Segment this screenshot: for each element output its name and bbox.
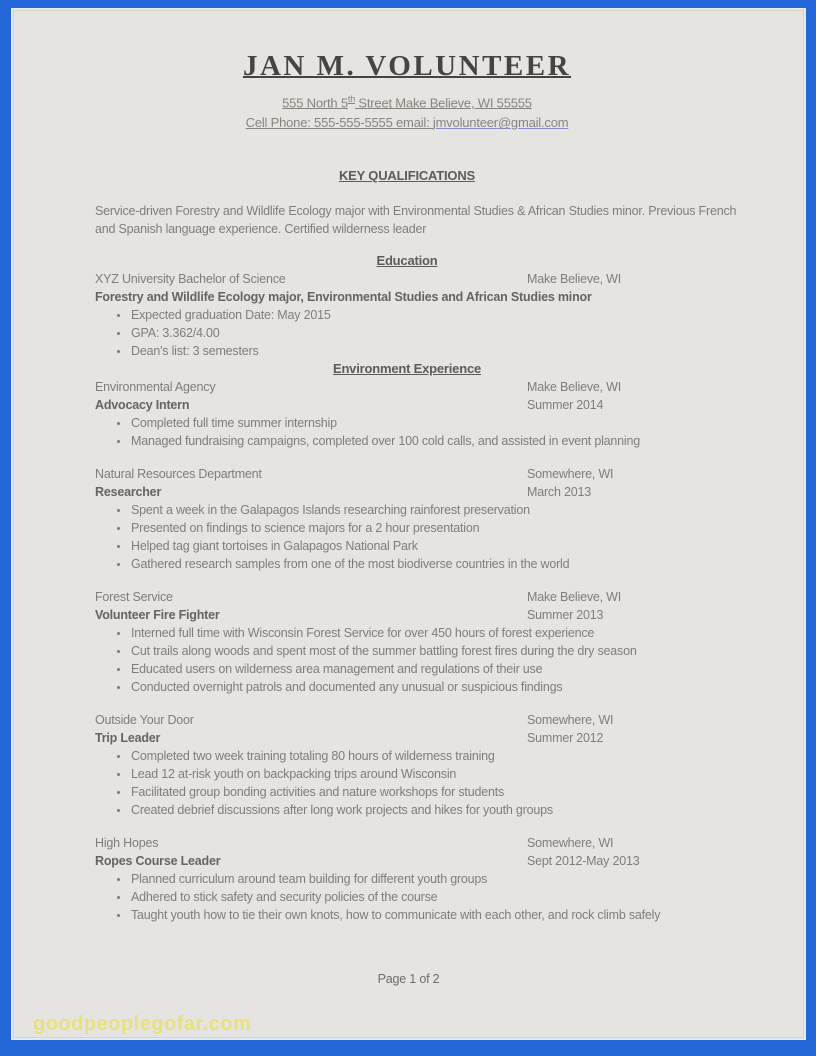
experience-entry: [95, 834, 719, 924]
entry-title-row: [95, 483, 719, 501]
entry-bullets: [95, 414, 719, 450]
entry-date: Sept 2012-May 2013: [527, 854, 640, 869]
bullet-item: • Conducted overnight patrols and documented any unusual or suspicious findings: [130, 678, 719, 696]
entry-location: Make Believe, WI: [527, 590, 622, 605]
bullet-item: • Spent a week in the Galapagos Islands researching rainforest preservation: [130, 501, 719, 519]
bullet-item: • Lead 12 at-risk youth on backpacking trips around Wisconsin: [130, 765, 719, 783]
bullet-item: • Gathered research samples from one of the most biodiverse countries in the world: [130, 555, 719, 573]
watermark: goodpeoplegofar.com: [33, 1013, 252, 1035]
entry-org-row: [95, 465, 719, 483]
key-qualifications-heading: KEY QUALIFICATIONS: [338, 168, 476, 184]
organization-name: High Hopes: [95, 836, 159, 851]
education-bullets: [95, 306, 719, 360]
page-number: Page 1 of 2: [377, 972, 440, 986]
bullet-item: • Taught youth how to tie their own knots, how to communicate with each other, and rock climb safely: [130, 906, 719, 924]
entry-date: Summer 2012: [527, 731, 604, 746]
qualifications-summary: Service-driven Forestry and Wildlife Ecology major with Environmental Studies & African Studies minor. Previous French and Spanish language experience. Certified wilderness leader: [95, 204, 737, 237]
bullet-item: • Helped tag giant tortoises in Galapagos National Park: [130, 537, 719, 555]
entry-bullets: [95, 624, 719, 696]
school-location: Make Believe, WI: [527, 272, 622, 287]
job-title: Advocacy Intern: [95, 398, 190, 413]
entry-location: Somewhere, WI: [527, 467, 614, 482]
bullet-item: • Interned full time with Wisconsin Forest Service for over 450 hours of forest experience: [130, 624, 719, 642]
bullet-item: • Managed fundraising campaigns, completed over 100 cold calls, and assisted in event planning: [130, 432, 719, 450]
experience-entry: [95, 588, 719, 696]
bullet-item: • GPA: 3.362/4.00: [130, 324, 719, 342]
entry-title-row: [95, 729, 719, 747]
bullet-item: • Created debrief discussions after long work projects and hikes for youth groups: [130, 801, 719, 819]
entry-bullets: [95, 747, 719, 819]
education-school-row: [95, 270, 719, 288]
entry-title-row: [95, 606, 719, 624]
bullet-item: • Completed two week training totaling 80 hours of wilderness training: [130, 747, 719, 765]
entry-title-row: [95, 852, 719, 870]
entry-org-row: [95, 588, 719, 606]
entry-date: Summer 2014: [527, 398, 604, 413]
bullet-item: • Facilitated group bonding activities and nature workshops for students: [130, 783, 719, 801]
bullet-item: • Planned curriculum around team building for different youth groups: [130, 870, 719, 888]
experience-entry: [95, 378, 719, 450]
experience-entry: [95, 711, 719, 819]
experience-heading: Environment Experience: [332, 361, 482, 377]
contact-line: [95, 114, 719, 132]
address-text-rest: Street Make Believe, WI 55555: [355, 95, 532, 111]
job-title: Researcher: [95, 485, 162, 500]
entry-location: Make Believe, WI: [527, 380, 622, 395]
contact-text: Cell Phone: 555-555-5555 email:: [245, 115, 433, 131]
address-text: 555 North 5: [282, 95, 348, 111]
school-name: XYZ University Bachelor of Science: [95, 272, 286, 287]
entry-title-row: [95, 396, 719, 414]
address-line: [95, 90, 719, 112]
entry-date: March 2013: [527, 485, 592, 500]
entry-org-row: [95, 834, 719, 852]
bullet-item: • Presented on findings to science majors for a 2 hour presentation: [130, 519, 719, 537]
entry-org-row: [95, 378, 719, 396]
bullet-item: • Expected graduation Date: May 2015: [130, 306, 719, 324]
entry-bullets: [95, 501, 719, 573]
job-title: Volunteer Fire Fighter: [95, 608, 220, 623]
resume-name-heading: JAN M. VOLUNTEER: [242, 50, 572, 82]
organization-name: Environmental Agency: [95, 380, 216, 395]
entry-bullets: [95, 870, 719, 924]
organization-name: Forest Service: [95, 590, 173, 605]
bullet-item: • Completed full time summer internship: [130, 414, 719, 432]
organization-name: Outside Your Door: [95, 713, 194, 728]
education-heading: Education: [376, 253, 438, 269]
resume-content: [95, 10, 737, 924]
bullet-item: • Dean's list: 3 semesters: [130, 342, 719, 360]
entry-org-row: [95, 711, 719, 729]
degree-line: Forestry and Wildlife Ecology major, Environmental Studies and African Studies minor: [95, 290, 592, 305]
organization-name: Natural Resources Department: [95, 467, 262, 482]
bullet-item: • Adhered to stick safety and security policies of the course: [130, 888, 719, 906]
bullet-item: • Educated users on wilderness area management and regulations of their use: [130, 660, 719, 678]
job-title: Trip Leader: [95, 731, 161, 746]
resume-page: [11, 8, 806, 1040]
education-degree-row: [95, 288, 719, 306]
experience-entries: [95, 378, 719, 924]
bullet-item: • Cut trails along woods and spent most of the summer battling forest fires during the dry season: [130, 642, 719, 660]
experience-entry: [95, 465, 719, 573]
email-link[interactable]: jmvolunteer@gmail.com: [432, 115, 569, 131]
entry-date: Summer 2013: [527, 608, 604, 623]
address-ordinal-suffix: th: [347, 94, 355, 104]
entry-location: Somewhere, WI: [527, 713, 614, 728]
entry-location: Somewhere, WI: [527, 836, 614, 851]
job-title: Ropes Course Leader: [95, 854, 221, 869]
